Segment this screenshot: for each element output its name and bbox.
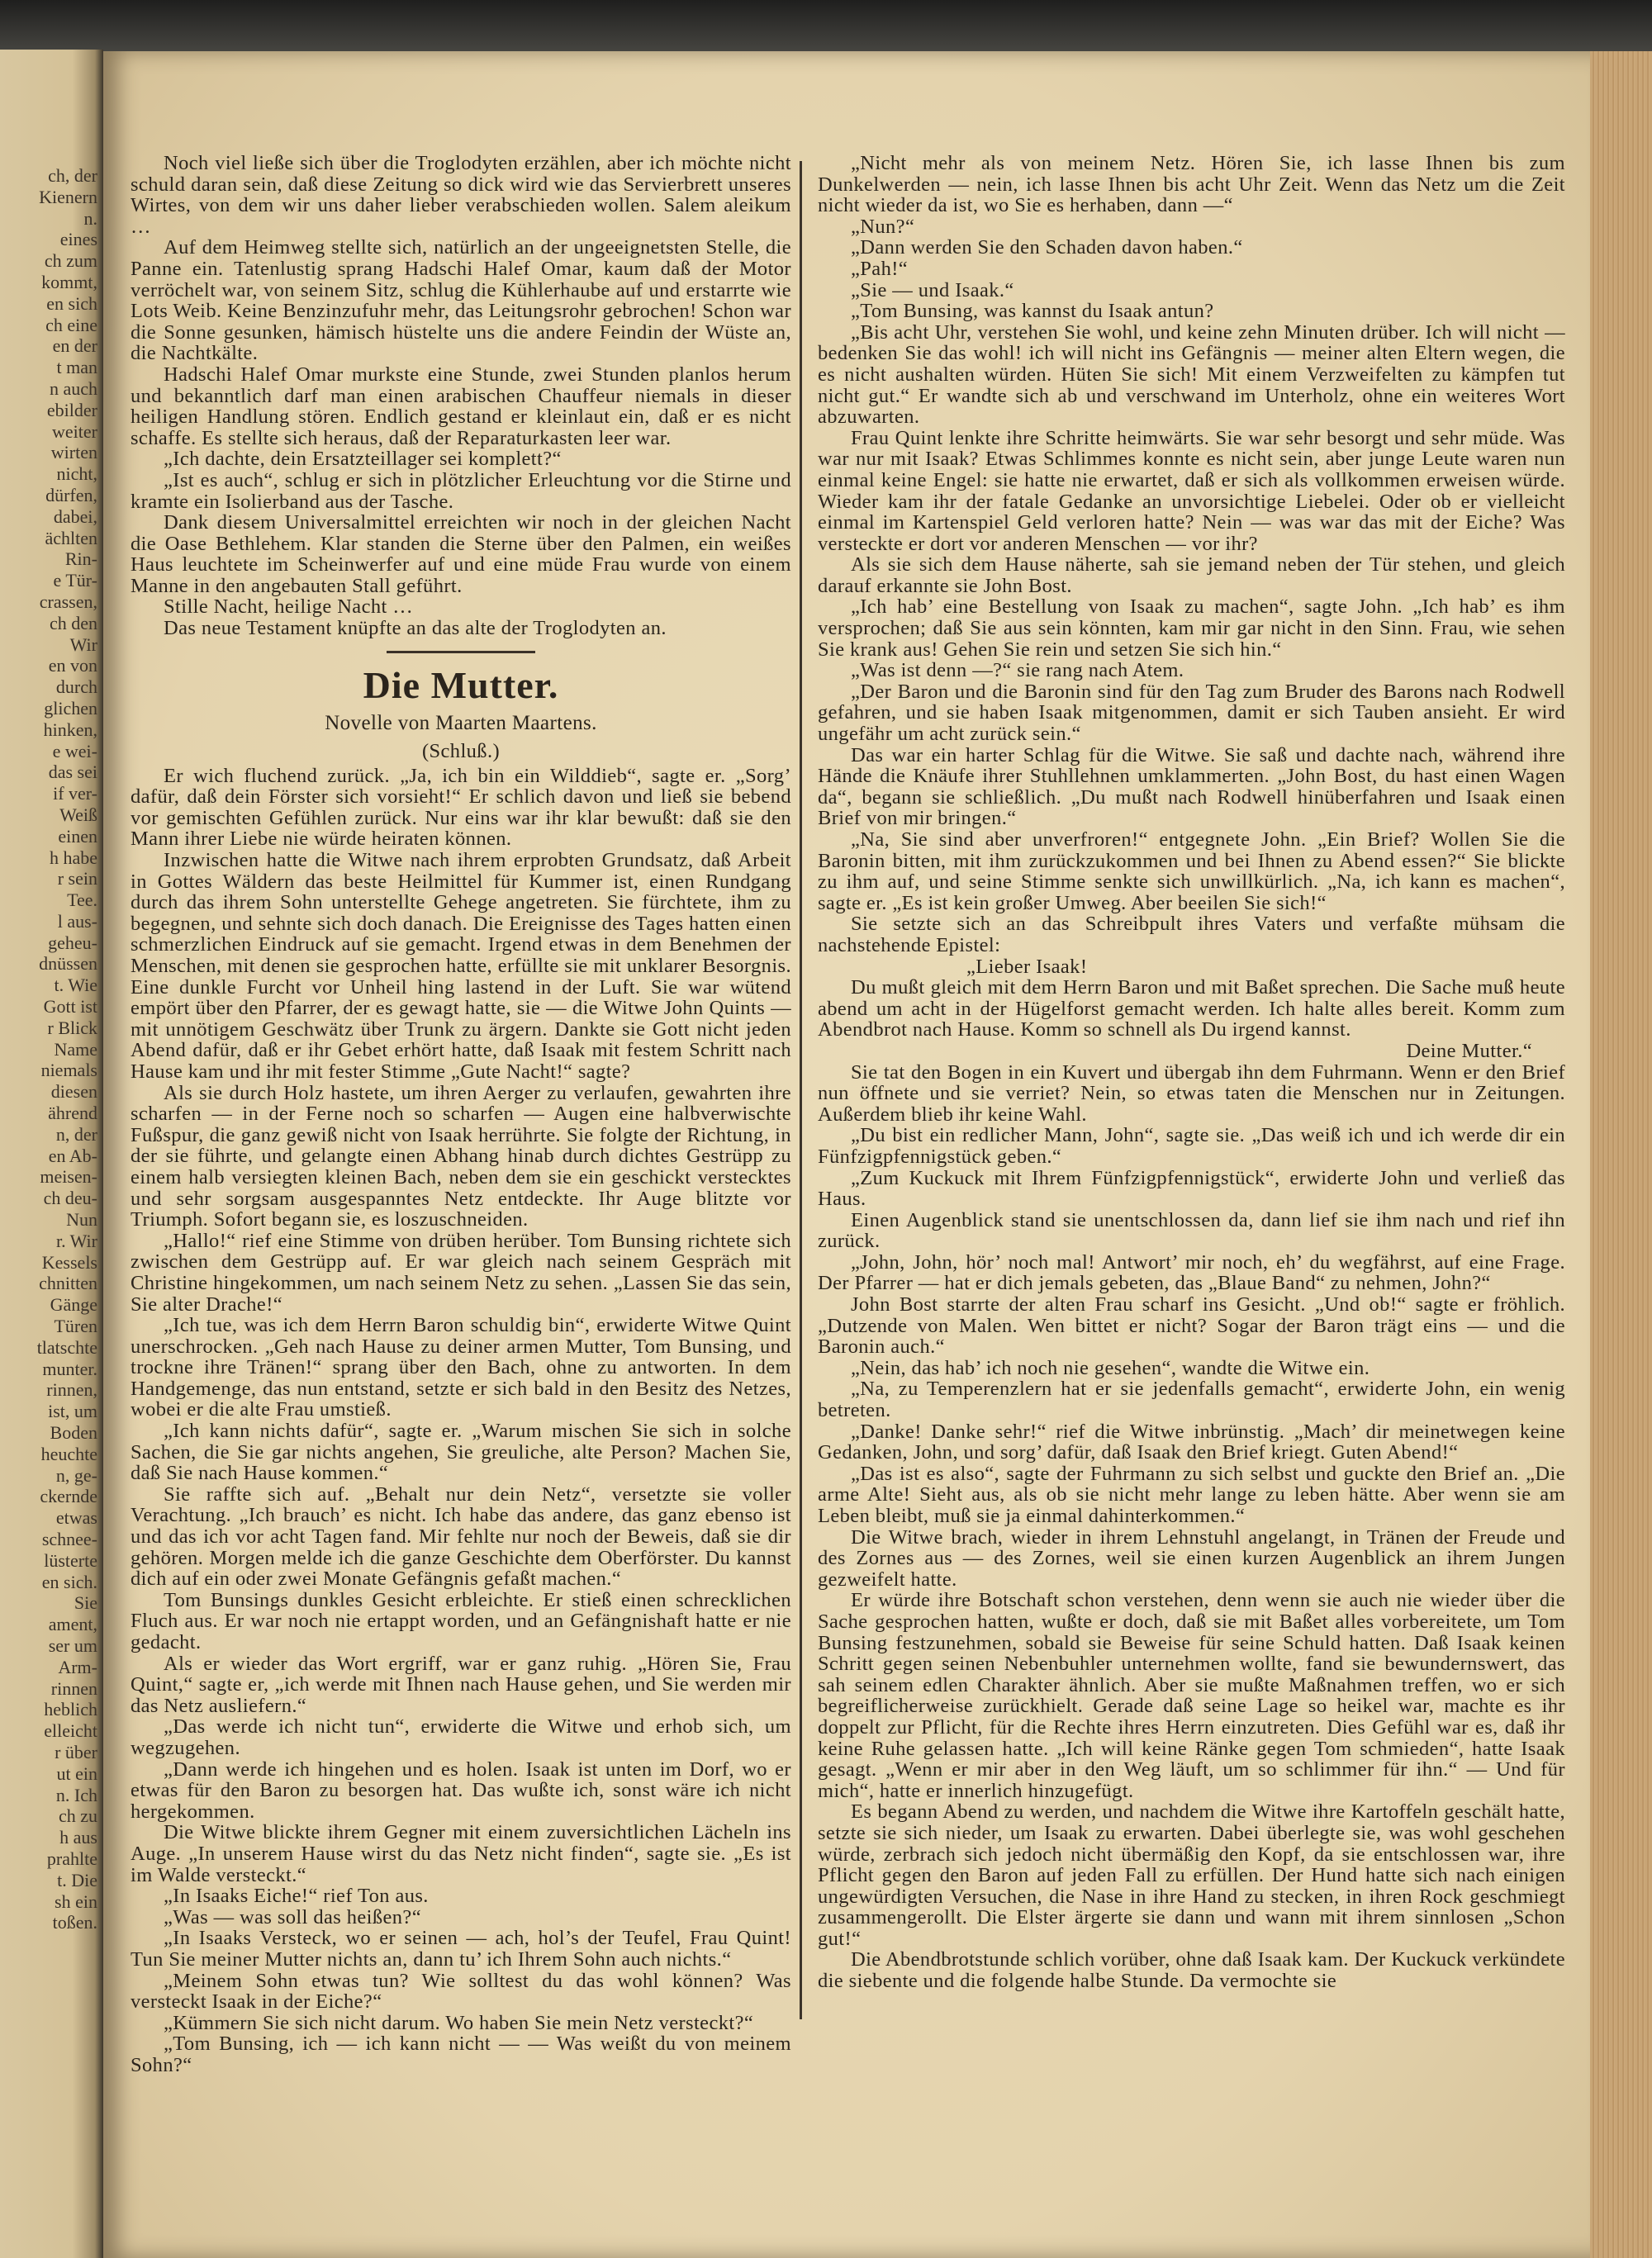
paragraph: Inzwischen hatte die Witwe nach ihrem erprobten Grundsatz, daß Arbeit in Gottes Wäldern das beste Heilmittel für Kummer ist, einen Rundgang durch das ihrem Sohn unterstellte Gehege angetreten. Sie fürchtete, ihm zu begegnen, und sehnte sich doch danach. Die Ereignisse des Tages hatten einen schmerzlichen Eindruck auf sie gemacht. Irgend etwas in dem Benehmen der Menschen, mit denen sie gesprochen hatte, erfüllte sie mit unklarer Besorgnis. Eine dunkle Furcht vor Unheil hing lastend in der Luft. Sie war wütend empört über den Pfarrer, der es gewagt hatte, sie — die Witwe John Quints — mit unnötigem Geschwätz über Trunk zu ärgern. Dankte sie Gott nicht jeden Abend dafür, daß er ihr Gebet erhört hatte, daß Isaak mit festem Schritt nach Hause kam und ihr mit fester Stimme „Gute Nacht!“ sagte?	[131, 849, 791, 1083]
article-separator-rule	[387, 651, 535, 653]
previous-page-fragment: geheu-	[48, 932, 97, 953]
paragraph: Stille Nacht, heilige Nacht …	[164, 595, 414, 619]
previous-page-fragment: Arm-	[58, 1656, 97, 1677]
previous-page-fragment: crassen,	[39, 591, 97, 612]
paragraph: „Was — was soll das heißen?“	[164, 1905, 421, 1928]
previous-page-fragment: ährend	[48, 1103, 97, 1124]
previous-page-fragment: en der	[52, 335, 97, 357]
paragraph: Als er wieder das Wort ergriff, war er ganz ruhig. „Hören Sie, Frau Quint,“ sagte er, „ich werde mit Ihnen nach Hause gehen, und Sie werden mir das Netz ausliefern.“	[131, 1652, 791, 1717]
paragraph: „Nun?“	[851, 215, 915, 238]
story-text-right-continued	[818, 1062, 1565, 1992]
previous-page-fragment: r Blick	[47, 1017, 97, 1038]
paragraph: „In Isaaks Versteck, wo er seinen — ach, hol’s der Teufel, Frau Quint! Tun Sie meiner Mutter nichts an, dann tu’ ich Ihrem Sohn auch nichts.“	[131, 1927, 791, 1971]
paragraph: „John, John, hör’ noch mal! Antwort’ mir noch, eh’ du wegfährst, auf eine Frage. Der Pfarrer — hat er dich jemals gebeten, das „Blaue Band“ zu nehmen, John?“	[818, 1250, 1565, 1295]
scanner-top-edge	[0, 0, 1652, 58]
previous-page-fragment: dnüssen	[39, 953, 97, 975]
previous-page-fragments	[0, 165, 97, 1933]
paragraph: Die Witwe blickte ihrem Gegner mit einem zuversichtlichen Lächeln ins Auge. „In unserem Hause wirst du das Netz nicht finden“, sagte sie. „Es ist im Walde versteckt.“	[131, 1821, 791, 1886]
previous-page-fragment: toßen.	[52, 1912, 97, 1933]
previous-page-fragment: niemals	[40, 1060, 97, 1081]
previous-page-fragment: schnee-	[41, 1529, 97, 1549]
previous-page-fragment: if ver-	[53, 783, 97, 804]
previous-page-fragment: ch den	[49, 612, 97, 633]
paragraph: Das neue Testament knüpfte an das alte der Troglodyten an.	[164, 617, 667, 640]
paragraph: Sie raffte sich auf. „Behalt nur dein Netz“, versetzte sie voller Verachtung. „Ich brauch’ es nicht. Ich habe das andere, das ganz ebenso ist und das ich vor acht Tagen fand. Mir fehlte nur noch der Beweis, daß sie dir gehören. Morgen melde ich die ganze Geschichte dem Oberförster. Du kannst dich auf ein oder zwei Monate Gefängnis gefaßt machen.“	[131, 1482, 791, 1591]
paragraph: Einen Augenblick stand sie unentschlossen da, dann lief sie ihm nach und rief ihn zurück.	[818, 1208, 1565, 1253]
previous-page-fragment: ch eine	[45, 314, 97, 335]
previous-page-fragment: Wir	[69, 633, 97, 655]
paragraph: „Was ist denn —?“ sie rang nach Atem.	[851, 659, 1184, 682]
previous-page-fragment: n auch	[49, 377, 97, 399]
paragraph: „Meinem Sohn etwas tun? Wie solltest du das wohl können? Was versteckt Isaak in der Eiche?“	[131, 1969, 791, 2014]
paragraph: Auf dem Heimweg stellte sich, natürlich an der ungeeignetsten Stelle, die Panne ein. Tatenlustig sprang Hadschi Halef Omar, kaum daß der Motor verröchelt war, von seinem Sitz, schlug die Kühlerhaube auf und erstarrte wie Lots Weib. Keine Benzinzufuhr mehr, das Leitungsrohr gebrochen! Schon war die Sonne gesunken, hämisch hüstelte uns die andere Feindin der Wüste an, die Nachtkälte.	[131, 236, 791, 365]
letter	[818, 956, 1565, 1062]
paragraph: „Der Baron und die Baronin sind für den Tag zum Bruder des Barons nach Rodwell gefahren, und sie haben Isaak mitgenommen, damit er sich Tauben ansieht. Er wird ungefähr um acht zurück sein.“	[818, 680, 1565, 746]
previous-page-fragment: diesen	[50, 1081, 97, 1103]
previous-page-fragment: heblich	[44, 1699, 97, 1720]
paragraph: Sie tat den Bogen in ein Kuvert und übergab ihn dem Fuhrmann. Wenn er den Brief nun öffnete und sie verriet? Nein, so etwas taten die Menschen nur in Zeitungen. Außerdem blieb ihr keine Wahl.	[818, 1060, 1565, 1126]
previous-page-fragment: durch	[55, 676, 97, 698]
previous-page-fragment: Gänge	[50, 1294, 97, 1316]
previous-page-fragment: n.	[83, 207, 97, 229]
previous-page-fragment: chnitten	[39, 1273, 97, 1294]
previous-page-fragment: ch deu-	[43, 1188, 97, 1209]
paragraph: „Ist es auch“, schlug er sich in plötzlicher Erleuchtung vor die Stirne und kramte ein Isolierband aus der Tasche.	[131, 468, 791, 513]
paragraph: John Bost starrte der alten Frau scharf ins Gesicht. „Und ob!“ sagte er fröhlich. „Dutzende von Malen. Wen bittet er nicht? Sogar der Baron trägt eins — und die Baronin auch.“	[818, 1293, 1565, 1359]
previous-page-fragment: en von	[48, 655, 97, 676]
previous-page-fragment: e wei-	[52, 740, 97, 761]
paragraph: „Pah!“	[851, 257, 909, 280]
column-divider	[800, 161, 802, 2019]
paragraph: „Danke! Danke sehr!“ rief die Witwe inbrünstig. „Mach’ dir meinetwegen keine Gedanken, John, und sorg’ dafür, daß Isaak den Brief kriegt. Guten Abend!“	[818, 1420, 1565, 1464]
previous-page-fragment: Nun	[66, 1209, 97, 1231]
previous-page-fragment: ch zu	[58, 1805, 97, 1827]
previous-page-fragment: ut ein	[56, 1762, 97, 1784]
previous-page-fragment: ächlten	[45, 527, 97, 548]
paragraph: Als sie sich dem Hause näherte, sah sie jemand neben der Tür stehen, und gleich darauf erkannte sie John Bost.	[818, 553, 1565, 597]
paragraph: „Nein, das hab’ ich noch nie gesehen“, wandte die Witwe ein.	[851, 1356, 1370, 1379]
previous-page-fragment: Boden	[50, 1422, 97, 1444]
paragraph: „Zum Kuckuck mit Ihrem Fünfzigpfennigstück“, erwiderte John und verließ das Haus.	[818, 1166, 1565, 1211]
previous-page-fragment: r. Wir	[55, 1230, 97, 1251]
paragraph: Er würde ihre Botschaft schon verstehen, denn wenn sie auch nie wieder über die Sache gesprochen hatten, wußte er doch, daß sie mit Baßet alles vorbereitete, um Tom Bunsing festzunehmen, sobald sie Beweise für seine Schuld hatten. Daß Isaak keinen Schritt gegen seinen Nebenbuhler unternehmen wollte, fand sie bewundernswert, das sah seinem edlen Charakter ähnlich. Aber sie mußte Maßnahmen treffen, wo er sich begreiflicherweise zurückhielt. Gerade daß seine Lage so heikel war, machte es ihr doppelt zur Pflicht, für die Rechte ihres Herrn einzutreten. Dies Gefühl war es, daß ihr keine Ruhe gelassen hatte. „Ich will keine Ränke gegen Tom schmieden“, hatte Isaak gesagt. „Wenn er mir aber in den Weg läuft, um so schlimmer für ihn.“ — Und für mich“, hatte er innerlich hinzugefügt.	[818, 1589, 1565, 1802]
paragraph: „Ich tue, was ich dem Herrn Baron schuldig bin“, erwiderte Witwe Quint unerschrocken. „Geh nach Hause zu deiner armen Mutter, Tom Bunsing, und trockne ihre Tränen!“ sprang über den Bach, ohne zu antworten. In dem Handgemenge, das nun entstand, setzte er sich bald in den Besitz des Netzes, wobei er die alte Frau umstieß.	[131, 1314, 791, 1421]
previous-page-fragment: heuchte	[40, 1443, 97, 1464]
paragraph: Hadschi Halef Omar murkste eine Stunde, zwei Stunden planlos herum und bekanntlich darf man einen arabischen Chauffeur niemals in dieser heiligen Handlung stören. Endlich gestand er kleinlaut ein, daß er es nicht schaffe. Es stellte sich heraus, daß der Reparaturkasten leer war.	[131, 363, 791, 449]
previous-page-fragment: das sei	[48, 761, 97, 783]
left-column	[131, 153, 791, 2075]
previous-page-fragment: n, ge-	[55, 1464, 97, 1486]
previous-page-fragment: ser um	[48, 1634, 97, 1656]
previous-page-fragment: elleicht	[44, 1720, 97, 1742]
previous-page-fragment: rinnen,	[46, 1379, 97, 1401]
previous-page-fragment: t. Die	[57, 1869, 97, 1890]
previous-page-fragment: sh ein	[55, 1890, 97, 1912]
paragraph: Die Witwe brach, wieder in ihrem Lehnstuhl angelangt, in Tränen der Freude und des Zornes aus — des Zornes, weil sie einen kurzen Augenblick an ihrem Jungen gezweifelt hatte.	[818, 1525, 1565, 1591]
previous-page-fragment: ch, der	[48, 165, 97, 186]
letter-body: Du mußt gleich mit dem Herrn Baron und mit Baßet sprechen. Die Sache muß heute abend um acht in der Hügelforst gemacht werden. Ich halte alles bereit. Komm zum Abendbrot nach Hause. Komm so schnell als Du irgend kannst.	[818, 976, 1565, 1041]
story-text-left	[131, 766, 791, 2076]
previous-page-fragment: t. Wie	[54, 975, 97, 996]
previous-page-fragment: Türen	[54, 1316, 97, 1337]
previous-page-fragment: l aus-	[57, 910, 97, 932]
previous-page-fragment: lüsterte	[44, 1549, 97, 1571]
previous-page-fragment: rinnen	[50, 1677, 97, 1699]
previous-page-fragment: n, der	[55, 1123, 97, 1145]
previous-page-fragment: n. Ich	[55, 1784, 97, 1805]
previous-page-fragment: ist, um	[48, 1401, 97, 1422]
paragraph: „Dann werden Sie den Schaden davon haben.“	[851, 236, 1243, 259]
previous-page-fragment: hinken,	[43, 719, 97, 740]
previous-page-fragment: Weiß	[59, 804, 97, 825]
previous-page-fragment: ebilder	[46, 399, 97, 420]
previous-page-fragment: dabei,	[53, 505, 97, 527]
previous-page-fragment: ch zum	[44, 250, 97, 272]
paragraph: „Na, zu Temperenzlern hat er sie jedenfalls gemacht“, erwiderte John, ein wenig betreten.	[818, 1378, 1565, 1422]
previous-page-fragment: Name	[54, 1038, 97, 1060]
previous-page-fragment: Kessels	[41, 1251, 97, 1273]
paragraph: „In Isaaks Eiche!“ rief Ton aus.	[164, 1885, 429, 1908]
previous-page-fragment: ckernde	[40, 1486, 97, 1507]
previous-page-fragment: en sich.	[41, 1571, 97, 1592]
previous-page-fragment: Tee.	[67, 889, 97, 911]
story-text-right	[818, 153, 1565, 956]
story-subtitle: Novelle von Maarten Maartens.	[325, 711, 597, 734]
previous-page-fragment: tlatschte	[36, 1336, 97, 1358]
paragraph: „Na, Sie sind aber unverfroren!“ entgegnete John. „Ein Brief? Wollen Sie die Baronin bitten, mit ihm zurückzukommen und bei Ihnen zu Abend essen?“ Sie blickte zu ihm auf, und seine Stimme senkte sich unwillkürlich. „Na, ich kann es machen“, sagte er. „Es ist kein großer Umweg. Aber beeilen Sie sich!“	[818, 828, 1565, 914]
paragraph: Frau Quint lenkte ihre Schritte heimwärts. Sie war sehr besorgt und sehr müde. Was war nur mit Isaak? Etwas Schlimmes konnte es nicht sein, aber junge Leute waren nun einmal keine Engel: sie hatte nie erwartet, daß er sich als vollkommen erweisen würde. Wieder kam ihr der fatale Gedanke an unvorsichtige Liebelei. Oder ob er vielleicht einmal im Kartenspiel Geld verloren hatte? Nein — was war das mit der Eiche? Was versteckte er dort vor anderen Menschen — vor ihr?	[818, 426, 1565, 555]
paragraph: „Sie — und Isaak.“	[851, 278, 1014, 301]
paragraph: „Ich kann nichts dafür“, sagte er. „Warum mischen Sie sich in solche Sachen, die Sie gar nichts angehen, Sie greuliche, alte Person? Machen Sie, daß Sie nach Hause kommen.“	[131, 1420, 791, 1485]
previous-page-fragment: h habe	[49, 847, 97, 868]
paragraph: „Hallo!“ rief eine Stimme von drüben herüber. Tom Bunsing richtete sich zwischen dem Gestrüpp auf. Er war gleich nach seinem Gespräch mit Christine hingekommen, um nach seinem Netz zu sehen. „Lassen Sie das sein, Sie alter Drache!“	[131, 1229, 791, 1316]
paragraph: „Kümmern Sie sich nicht darum. Wo haben Sie mein Netz versteckt?“	[164, 2011, 754, 2034]
previous-page-fragment: ament,	[48, 1614, 97, 1635]
paragraph: „Dann werde ich hingehen und es holen. Isaak ist unten im Dorf, wo er etwas für den Baron zu besorgen hat. Das wußte ich, sonst wäre ich nicht hergekommen.	[131, 1758, 791, 1823]
previous-page-fragment: h aus	[59, 1827, 97, 1848]
paragraph: „Das ist es also“, sagte der Fuhrmann zu sich selbst und guckte den Brief an. „Die arme Alte! Sieht aus, als ob sie nicht mehr lange zu leben hätte. Aber wenn sie am Leben bleibt, muß sie ja einmal dahinterkommen.“	[818, 1462, 1565, 1527]
paragraph: Die Abendbrotstunde schlich vorüber, ohne daß Isaak kam. Der Kuckuck verkündete die siebente und die folgende halbe Stunde. Da vermochte sie	[818, 1948, 1565, 1993]
previous-page-fragment: e Tür-	[53, 570, 97, 591]
paragraph: Tom Bunsings dunkles Gesicht erbleichte. Er stieß einen schrecklichen Fluch aus. Er war noch nie ertappt worden, und an Gefängnishaft hatte er nie gedacht.	[131, 1588, 791, 1653]
letter-signature: Deine Mutter.“	[1406, 1039, 1532, 1062]
previous-page-fragment: nicht,	[56, 463, 97, 485]
paragraph: „Nicht mehr als von meinem Netz. Hören Sie, ich lasse Ihnen bis zum Dunkelwerden — nein, ich lasse Ihnen bis acht Uhr Zeit. Wenn das Netz um die Zeit nicht wieder da ist, wo Sie es herhaben, dann —“	[818, 152, 1565, 217]
previous-page-fragment: einen	[58, 825, 97, 847]
previous-page-fragment: kommt,	[41, 271, 97, 292]
previous-page-fragment: Kienern	[39, 186, 97, 207]
previous-page-fragment: Sie	[74, 1592, 97, 1614]
paragraph: „Tom Bunsing, ich — ich kann nicht — — Was weißt du von meinem Sohn?“	[131, 2033, 791, 2076]
paragraph: Es begann Abend zu werden, und nachdem die Witwe ihre Kartoffeln geschält hatte, setzte sie sich nieder, um Isaak zu erwarten. Dabei überlegte sie, was wohl geschehen würde, zerbrach sich jedoch nicht übermäßig den Kopf, da sie entschlossen war, ihre Pflicht gegen den Baron auf jeden Fall zu erfüllen. Der Hund hatte sich nach einigen ungewürdigten Versuchen, die Nase in ihre Hand zu stecken, in ihren Rock geschmiegt zusammengerollt. Die Elster ärgerte sie dann und wann mit ihrem sinnlosen „Schon gut!“	[818, 1800, 1565, 1950]
previous-page-fragment: dürfen,	[45, 484, 97, 505]
previous-page-fragment: meisen-	[40, 1166, 97, 1188]
previous-page-fragment: wirten	[50, 442, 97, 463]
previous-page-fragment: r über	[55, 1741, 97, 1762]
previous-page-fragment: en Ab-	[48, 1145, 97, 1166]
paragraph: Noch viel ließe sich über die Troglodyten erzählen, aber ich möchte nicht schuld daran sein, daß diese Zeitung so dick wird wie das Servierbrett unseres Wirtes, von dem wir uns daher lieber verabschieden wollen. Salem aleikum …	[131, 152, 791, 238]
paragraph: Er wich fluchend zurück. „Ja, ich bin ein Wilddieb“, sagte er. „Sorg’ dafür, daß dein Förster sich vorsieht!“ Er schlich davon und ließ sie bebend vor gemischten Gefühlen zurück. Nur eins war ihr klar bewußt: daß sie den Mann ihrer Liebe nie würde heiraten können.	[131, 764, 791, 851]
paragraph: Dank diesem Universalmittel erreichten wir noch in der gleichen Nacht die Oase Bethlehem. Klar standen die Sterne über den Palmen, ein weißes Haus leuchtete im Scheinwerfer auf und eine müde Frau wurde von einem Manne in den angebauten Stall geführt.	[131, 511, 791, 597]
previous-page-fragment: glichen	[44, 697, 97, 719]
paragraph: „Ich dachte, dein Ersatzteillager sei komplett?“	[164, 448, 562, 471]
previous-page-fragment: munter.	[42, 1358, 97, 1379]
previous-page-fragment: eines	[59, 229, 97, 250]
paragraph: „Tom Bunsing, was kannst du Isaak antun?	[851, 300, 1214, 323]
story-note: (Schluß.)	[421, 739, 501, 762]
letter-salutation: „Lieber Isaak!	[966, 955, 1088, 978]
previous-page-fragment: t man	[56, 357, 97, 378]
paragraph: „Ich hab’ eine Bestellung von Isaak zu machen“, sagte John. „Ich hab’ es ihm versprochen; daß Sie aus sein könnten, kam mir gar nicht in den Sinn. Frau, wie sehen Sie krank aus! Gehen Sie rein und setzen Sie sich hin.“	[818, 595, 1565, 661]
right-column	[818, 153, 1565, 1992]
previous-page-fragment: Gott ist	[43, 996, 97, 1018]
previous-page-fragment: etwas	[55, 1507, 97, 1529]
paragraph: „Das werde ich nicht tun“, erwiderte die Witwe und erhob sich, um wegzugehen.	[131, 1715, 791, 1759]
page-stack-edge	[1590, 51, 1652, 2258]
previous-page-fragment: prahlte	[46, 1848, 97, 1869]
previous-page-fragment: r sein	[57, 868, 97, 889]
previous-page-edge	[0, 50, 103, 2258]
previous-page-fragment: en sich	[46, 292, 97, 314]
previous-page-fragment: weiter	[52, 420, 97, 442]
paragraph: Sie setzte sich an das Schreibpult ihres Vaters und verfaßte mühsam die nachstehende Epistel:	[818, 913, 1565, 956]
paragraph: Das war ein harter Schlag für die Witwe. Sie saß und dachte nach, während ihre Hände die Knäufe ihrer Stuhllehnen umklammerten. „John Bost, du hast einen Wagen da“, begann sie schließlich. „Du mußt nach Rodwell hinüberfahren und Isaak einen Brief von mir bringen.“	[818, 743, 1565, 830]
paragraph: „Bis acht Uhr, verstehen Sie wohl, und keine zehn Minuten drüber. Ich will nicht — bedenken Sie das wohl! ich will nicht ins Gefängnis — meiner alten Eltern wegen, die es nicht aushalten würden. Hüten Sie sich! Mit einem Verzweifelten zu kämpfen tut nicht gut.“ Er wandte sich ab und verschwand im Unterholz, ohne ein weiteres Wort abzuwarten.	[818, 320, 1565, 429]
paragraph: Als sie durch Holz hastete, um ihren Aerger zu verlaufen, gewahrten ihre scharfen — in der Ferne noch so scharfen — Augen eine halbverwischte Fußspur, die ganz gewiß nicht von Isaak herrührte. Sie folgte der Richtung, in der sie führte, und gelangte einen Abhang hinab durch dichtes Gestrüpp zu einem halb versiegten kleinen Bach, neben dem sie ein geschickt verstecktes und sehr sorgsam ausgespanntes Netz entdeckte. Ihr Auge blitzte vor Triumph. Sofort begann sie, es loszuschneiden.	[131, 1081, 791, 1231]
paragraph: „Du bist ein redlicher Mann, John“, sagte sie. „Das weiß ich und ich werde dir ein Fünfzigpfennigstück geben.“	[818, 1124, 1565, 1168]
story-title: Die Mutter.	[363, 663, 559, 706]
previous-page-fragment: Rin-	[64, 548, 97, 570]
previous-article-text	[131, 153, 791, 639]
